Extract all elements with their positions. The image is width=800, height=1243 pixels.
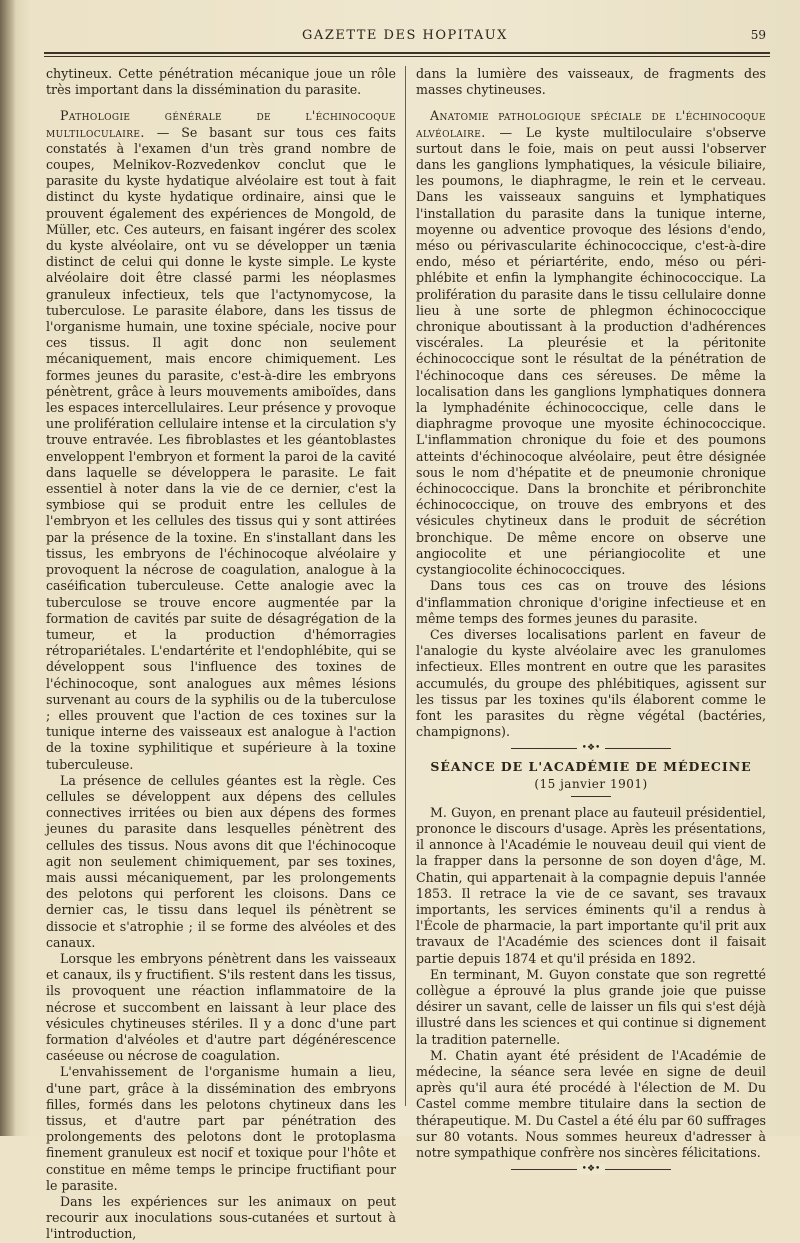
- header-rule-thin: [44, 56, 770, 57]
- paragraph: Dans les expériences sur les animaux on peut recourir aux inoculations sous-cutanées et surtout à l'introduction,: [46, 1194, 396, 1242]
- header-rule: [44, 52, 770, 54]
- page-number: 59: [750, 28, 766, 42]
- paragraph: chytineux. Cette pénétration mécanique joue un rôle très important dans la dissémination du parasite.: [46, 66, 396, 98]
- ornament-glyph: •❖•: [577, 743, 605, 753]
- section-text: — Le kyste multiloculaire s'observe surtout dans le foie, mais on peut aussi l'observer dans les ganglions lymphatiques, la vésicule biliaire, les poumons, le diaphragme, le rein et le cerveau. Dans les vaisseaux sanguins et lymphatiques l'installation du parasite dans la tunique interne, moyenne ou adventice provoque des lésions d'endo, méso ou périvascularite échinococcique, c'est-à-dire endo, méso et périartérite, endo, méso ou péri-phlébite et enfin la lymphangite échinococcique. La prolifération du parasite dans le tissu cellulaire donne lieu à une sorte de phlegmon échinococcique chronique aboutissant à la production d'adhérences viscérales. La pleurésie et la péritonite échinococcique sont le résultat de la pénétration de l'échinocoque dans ces séreuses. De même la localisation dans les ganglions lymphatiques donnera la lymphadénite échinococcique, celle dans le diaphragme provoque une myosite échinococcique. L'inflammation chronique du foie et des poumons atteints d'échinocoque alvéolaire, peut être désignée sous le nom d'hépatite et de pneumonie chronique échinococcique. Dans la bronchite et péribronchite échinococcique, on trouve des embryons et des vésicules chytineux dans le produit de sécrétion bronchique. De même encore on observe une angiocolite et une périangiocolite et une cystangiocolite échinococciques.: [416, 124, 766, 578]
- column-divider: [405, 66, 406, 1106]
- section-heading: Pathologie générale de l'échinocoque multiloculaire.: [46, 108, 396, 140]
- left-column: [46, 66, 396, 1243]
- paragraph: M. Guyon, en prenant place au fauteuil présidentiel, prononce le discours d'usage. Après les présentations, il annonce à l'Académie le nouveau deuil qui vient de la frapper dans la personne de son doyen d'âge, M. Chatin, qui appartenait à la compagnie depuis l'année 1853. Il retrace la vie de ce savant, ses travaux importants, les services éminents qu'il a rendus à l'École de pharmacie, la part importante qu'il prit aux travaux de l'Académie des sciences dont il faisait partie depuis 1874 et qu'il présida en 1892.: [416, 804, 766, 966]
- paragraph: La présence de cellules géantes est la règle. Ces cellules se développent aux dépens des cellules connectives irritées ou bien aux dépens des formes jeunes du parasite dans lesquelles pénètrent des cellules des tissus. Nous avons dit que l'échinocoque agit non seulement chimiquement, par ses toxines, mais aussi mécaniquement, par les prolongements des pelotons qui perforent les cloisons. Dans ce dernier cas, le tissu dans lequel ils pénètrent se dissocie et s'atrophie ; il se forme des alvéoles et des canaux.: [46, 772, 396, 950]
- date-underline: [571, 796, 611, 797]
- paragraph: Dans tous ces cas on trouve des lésions d'inflammation chronique d'origine infectieuse et en même temps des formes jeunes du parasite.: [416, 578, 766, 626]
- paragraph: Lorsque les embryons pénètrent dans les vaisseaux et canaux, ils y fructifient. S'ils restent dans les tissus, ils provoquent une réaction inflammatoire de la nécrose et succombent en laissant à leur place des vésicules chytineuses stériles. Il y a donc d'une part formation d'alvéoles et d'autre part dégénérescence caséeuse ou nécrose de coagulation.: [46, 950, 396, 1064]
- section-paragraph: [46, 108, 396, 772]
- paragraph: En terminant, M. Guyon constate que son regretté collègue a éprouvé la plus grande joie que puisse désirer un savant, celle de laisser un fils qui s'est déjà illustré dans les sciences et qui continue si dignement la tradition paternelle.: [416, 966, 766, 1047]
- seance-title: SÉANCE DE L'ACADÉMIE DE MÉDECINE: [430, 759, 752, 775]
- ornament-glyph: •❖•: [577, 1164, 605, 1174]
- right-column: [416, 66, 766, 1180]
- journal-title: GAZETTE DES HOPITAUX: [302, 28, 508, 43]
- paragraph: M. Chatin ayant été président de l'Académie de médecine, la séance sera levée en signe de deuil après qu'il aura été procédé à l'élection de M. Du Castel comme membre titulaire dans la section de thérapeutique. M. Du Castel a été élu par 60 suffrages sur 80 votants. Nous sommes heureux d'adresser à notre sympathique confrère nos sincères félicitations.: [416, 1047, 766, 1160]
- page-header: [40, 24, 770, 46]
- section-text: — Se basant sur tous ces faits constatés à l'examen d'un très grand nombre de coupes, Melnikov-Rozvedenkov conclut que le parasite du kyste hydatique alvéolaire est tout à fait distinct du kyste hydatique ordinaire, ainsi que le prouvent également des expériences de Mongold, de Müller, etc. Ces auteurs, en faisant ingérer des scolex du kyste alvéolaire, ont vu se développer un tænia distinct de celui qui donne le kyste simple. Le kyste alvéolaire doit être classé parmi les néoplasmes granuleux infectieux, tels que l'actynomycose, la tuberculose. Le parasite élabore, dans les tissus de l'organisme humain, une toxine spéciale, nocive pour ces tissus. Il agit donc non seulement mécaniquement, mais encore chimiquement. Les formes jeunes du parasite, c'est-à-dire les embryons pénètrent, grâce à leurs mouvements amiboïdes, dans les espaces intercellulaires. Leur présence y provoque une prolifération cellulaire intense et la circulation s'y trouve entravée. Les fibroblastes et les géantoblastes enveloppent l'embryon et forment la paroi de la cavité dans laquelle se développera le parasite. Le fait essentiel à noter dans la vie de ce dernier, c'est la symbiose qui se produit entre les cellules de l'embryon et les cellules des tissus qui y sont attirées par la présence de la toxine. En s'installant dans les tissus, les embryons de l'échinocoque alvéolaire y provoquent la nécrose de coagulation, analogue à la caséification tuberculeuse. Cette analogie avec la tuberculose se trouve encore augmentée par la formation de cavités par suite de désagrégation de la tumeur, et la production d'hémorragies rétropariétales. L'endartérite et l'endophlébite, qui se développent sous l'influence des toxines de l'échinocoque, sont analogues aux mêmes lésions survenant au cours de la syphilis ou de la tuberculose ; elles prouvent que l'action de ces toxines sur la tunique interne des vaisseaux est analogue à l'action de la toxine syphilitique et supérieure à la toxine tuberculeuse.: [46, 124, 396, 772]
- paragraph: dans la lumière des vaisseaux, de fragments des masses chytineuses.: [416, 66, 766, 98]
- paragraph: L'envahissement de l'organisme humain a lieu, d'une part, grâce à la dissémination des embryons filles, formés dans les pelotons chytineux dans les tissus, et d'autre part par pénétration des prolongements des pelotons dont le protoplasma finement granuleux est nocif et toxique pour l'hôte et constitue en même temps le principe fructifiant pour le parasite.: [46, 1064, 396, 1193]
- section-paragraph: [416, 108, 766, 578]
- ornament-rule-end: [511, 1164, 671, 1175]
- book-spine-shadow: [0, 0, 16, 1136]
- ornament-rule: [511, 743, 671, 754]
- section-heading: Anatomie pathologique spéciale de l'échinocoque alvéolaire.: [416, 108, 766, 140]
- seance-date: (15 janvier 1901): [534, 776, 648, 791]
- paragraph: Ces diverses localisations parlent en faveur de l'analogie du kyste alvéolaire avec les granulomes infectieux. Elles montrent en outre que les parasites accumulés, du groupe des phlébitiques, agissent sur les tissus par les toxines qu'ils élaborent comme le font les parasites du règne végétal (bactéries, champignons).: [416, 626, 766, 740]
